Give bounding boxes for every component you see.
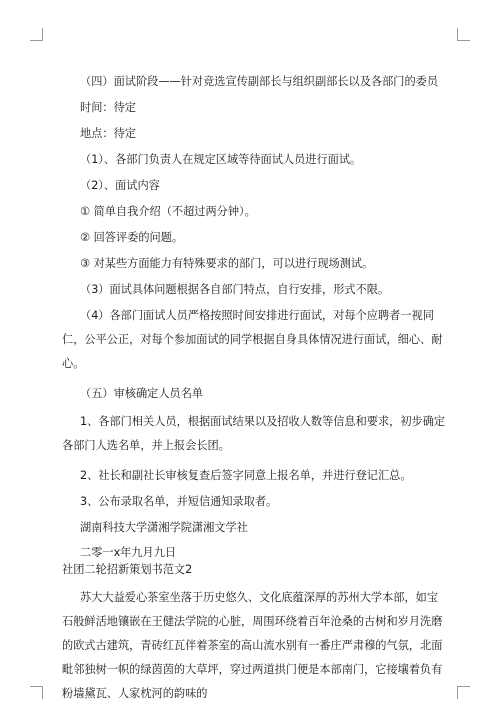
document-body: [62, 58, 446, 700]
signature-organization: 湖南科技大学潇湘学院潇湘文学社: [80, 521, 248, 534]
crop-mark-bottom-left: [30, 686, 43, 699]
paragraph-step-3: （3）面试具体问题根据各自部门特点，自行安排，形式不限。: [80, 283, 390, 296]
paragraph-step-1: （1）、各部门负责人在规定区域等待面试人员进行面试。: [80, 153, 362, 166]
heading-review: （五）审核确定人员名单: [80, 387, 204, 400]
paragraph-item-3: ③ 对某些方面能力有特殊要求的部门，可以进行现场测试。: [80, 257, 374, 270]
paragraph-review-2: 2、社长和副社长审核复查后签字同意上报名单，并进行登记汇总。: [80, 469, 412, 482]
paragraph-step-2: （2）、面试内容: [80, 179, 160, 192]
paragraph-item-2: ② 回答评委的问题。: [80, 231, 184, 244]
paragraph-review-1: 1、各部门相关人员，根据面试结果以及招收人数等信息和要求，初步确定各部门人选名单，并上报会长团。: [62, 415, 446, 452]
paragraph-teahouse-intro: 苏大大益爱心茶室坐落于历史悠久、文化底蕴深厚的苏州大学本部，如宝石般鲜活地镶嵌在王健法学院的心脏，周围环绕着百年沧桑的古树和岁月洗磨的欧式古建筑，青砖红瓦伴着茶室的高山流水别有一番庄严肃穆的气氛，北面毗邻独树一帜的绿茵茵的大草坪，穿过两道拱门便是本部南门，它接壤着负有粉墙黛瓦、人家枕河的韵味的: [62, 591, 443, 700]
paragraph-review-3: 3、公布录取名单，并短信通知录取者。: [80, 495, 278, 508]
section-title-example-2: 社团二轮招新策划书范文2: [62, 563, 193, 576]
paragraph-step-4: （4）各部门面试人员严格按照时间安排进行面试，对每个应聘者一视同仁，公平公正，对每个参加面试的同学根据自身具体情况进行面试，细心、耐心。: [62, 309, 443, 370]
crop-mark-top-right: [457, 28, 470, 41]
paragraph-item-1: ① 简单自我介绍（不超过两分钟）。: [80, 205, 256, 218]
signature-date: 二零一x年九月九日: [80, 546, 177, 559]
paragraph-location: 地点：待定: [80, 127, 136, 140]
heading-interview-stage: （四）面试阶段——针对竞选宣传副部长与组织副部长以及各部门的委员: [80, 75, 439, 88]
crop-mark-bottom-right: [457, 686, 470, 699]
crop-mark-top-left: [30, 28, 43, 41]
paragraph-time: 时间：待定: [80, 101, 136, 114]
